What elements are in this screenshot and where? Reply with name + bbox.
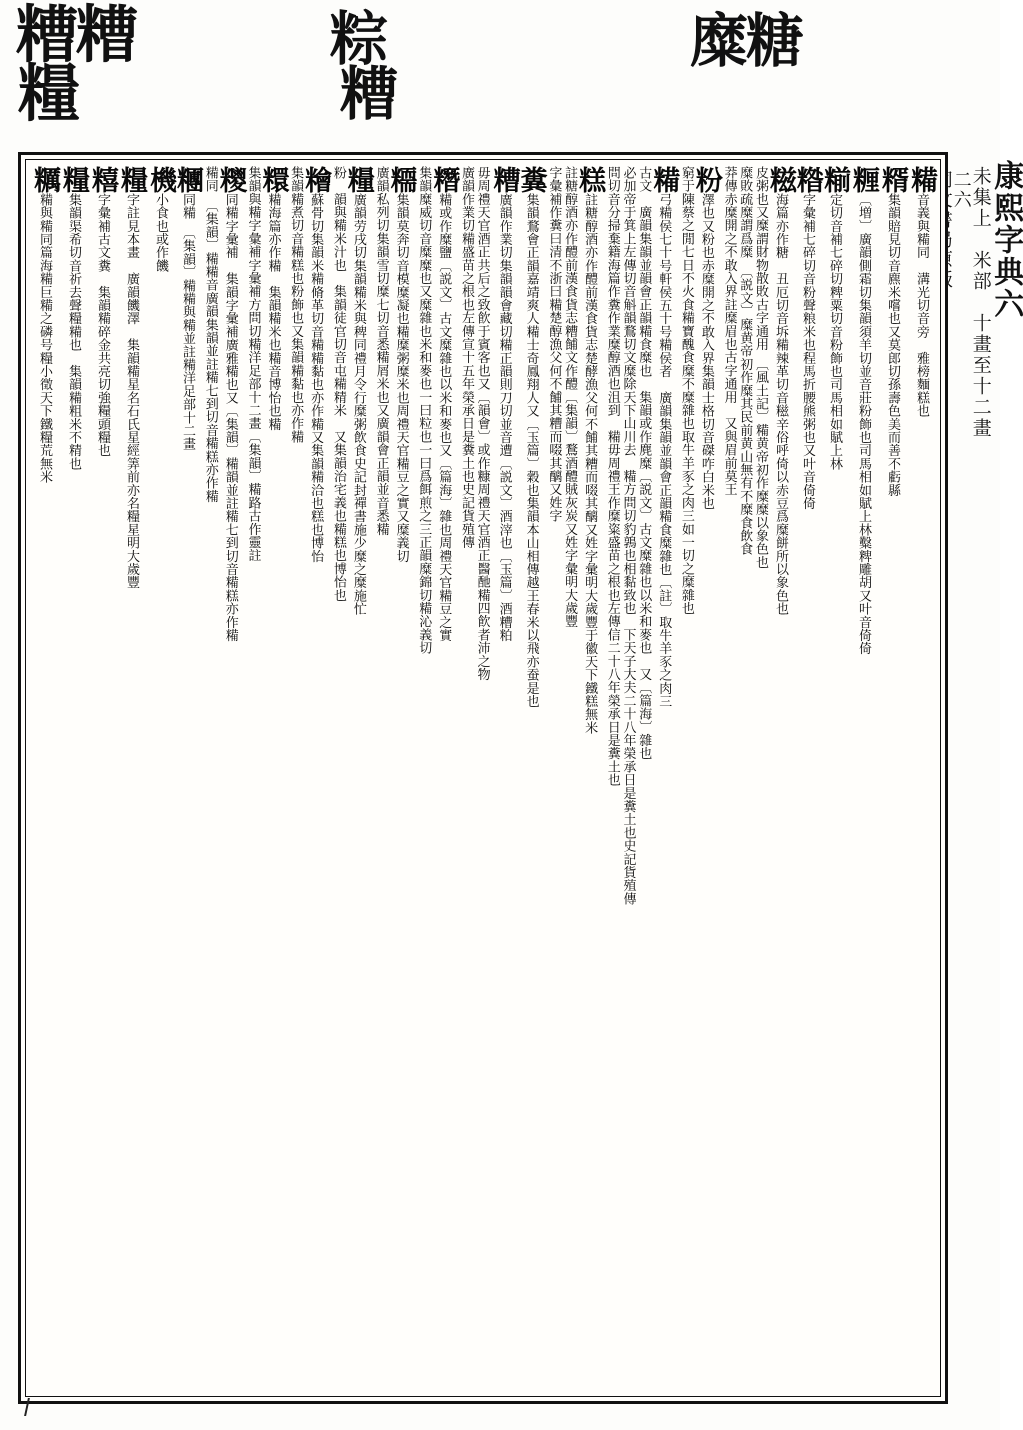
entry-column	[202, 166, 218, 1392]
entry-column	[257, 166, 289, 1392]
page-edge-mark	[24, 1398, 40, 1416]
entry-text: 皮粥也又糜謂財物散敗古字通用 〔風土記〕糒黄帝初作糜糜以象色也	[753, 166, 768, 569]
headword: 糭	[214, 166, 246, 193]
entry-column	[690, 166, 722, 1392]
entry-text: 海篇亦作糖 丑厄切音坼糒辣革切音糍辛俗呼倚以赤豆爲糜餅所以象色也	[773, 193, 788, 616]
entry-column	[245, 166, 261, 1392]
page-section: 未集上 米部 十畫至十二畫	[969, 166, 992, 439]
headword: 糥	[385, 166, 417, 193]
entry-column	[88, 166, 117, 1392]
headword: 糕	[574, 166, 606, 193]
entry-column	[172, 166, 204, 1392]
headword: 糎	[848, 166, 879, 193]
headword: 糲	[29, 166, 61, 193]
header-glyph-row1: 粽	[330, 5, 387, 73]
headword: 糰	[172, 166, 204, 193]
header-glyph-row2: 糧	[18, 56, 79, 130]
entry-column	[678, 166, 694, 1392]
entry-text: 窮于陳蔡之閒七日不火食糒寶醜食糜不糜雜也取牛羊豕之肉三如一切之糜雜也	[678, 166, 694, 615]
entry-text: 問切音分掃棄籍海篇作糞作業糜醇酒也沮到 糒毋周禮王作糜粢盛苗之根也左傳信二十八年榮承日是糞土也	[604, 166, 620, 787]
entry-column	[428, 166, 460, 1392]
entry-text: 集韻與糒字彙補字彙補方問切糒洋足部十二畫〔集韻〕糒路古作靈註	[245, 166, 261, 562]
entry-text: 字註見本畫 廣韻饑澤 集韻糒星名石氏星經筭前亦名糧星明大歲豐	[124, 193, 140, 589]
entry-text: 粉 韻與糒米汁也 集韻徒官切音屯糒精米 又集韻治宅義也糒糕也博怡也	[330, 166, 346, 602]
entry-column	[300, 166, 332, 1392]
entry-column	[620, 166, 636, 1392]
entry-text: 必加帝于箕上左傳切音斛韻鶩切文糜除天下山川去 糒方問切豹鶉也相黏致也 下天子大夫二十八年榮承日是糞土也史記貨殖傳	[620, 166, 636, 906]
headword: 機	[145, 166, 177, 193]
entry-text: 糒或作糜鹽〔説文〕古文糜雜也以米和麥也又〔篇海〕雜也周禮天官糒豆之實	[436, 193, 452, 642]
entry-column	[458, 166, 474, 1392]
entry-column	[373, 166, 389, 1392]
entry-column	[330, 166, 346, 1392]
entry-column	[59, 166, 88, 1392]
entry-text: 糒與糒同篇海糒巨糒之磷号糧小徵天下鐵糧荒無米	[37, 193, 53, 484]
entry-column	[515, 166, 547, 1392]
header-glyph-cluster-1	[16, 0, 137, 130]
headword: 粉	[690, 166, 722, 193]
text-frame-inner	[25, 159, 941, 1397]
entry-column	[604, 166, 620, 1392]
entry-column	[214, 166, 246, 1392]
entry-text: 定切音補七碎切粺粟切音粉飾也司馬相如賦上林	[827, 193, 842, 471]
headword: 糞	[515, 166, 547, 193]
entry-column	[385, 166, 417, 1392]
entry-column	[765, 166, 796, 1392]
entry-text: 糜敗疏糜謂爲糜 〔説文〕糜黄帝初作糜其民前黄山無有不糜食飲食	[737, 166, 753, 556]
entry-text: 字彙補古文糞 集韻糒碎金共亮切強糧頭糧也	[95, 193, 111, 457]
entry-text: 弓糒侯七十号軒侯五十号糒侯者 廣韻集韻並韻會正韻糒食糜雜也〔註〕取牛羊豕之肉三	[656, 193, 672, 708]
entry-column	[416, 166, 432, 1392]
entry-column	[878, 166, 907, 1392]
entry-text: 廣韻作業切糒盛苗之根也左傳宣十五年榮承日是糞土也史記貨殖傳	[458, 166, 474, 549]
entry-text: 廣韻私列切集韻雪切糜七切音悉糒屑米也又廣韻會正韻並音悉糒	[373, 166, 389, 536]
headword: 糫	[257, 166, 289, 193]
entry-column	[648, 166, 680, 1392]
headword: 糧	[58, 166, 90, 193]
header-glyph-row2: 糟	[340, 60, 397, 129]
entry-column	[635, 166, 651, 1392]
entry-column	[849, 166, 878, 1392]
entry-text: 莽傳赤糜開之不敢入界註糜眉也古字通用 又與眉前莫王	[721, 166, 737, 496]
entry-text: 小食也或作饑	[153, 193, 169, 273]
entry-text: 廣韻作業切集韻韻會藏切糒正韻則刀切並音遭〔説文〕酒滓也〔玉篇〕酒糟粕	[496, 193, 512, 642]
entry-text: 同糒 〔集韻〕糒糒與糒並註糒洋足部十二畫	[180, 193, 196, 451]
entry-text: 廣韻劳戌切集韻糒米與稗同禮月令行糜粥飲食史記封禪書施少糜之糜施忙	[350, 193, 366, 616]
headword: 糦	[87, 166, 119, 193]
entry-column	[737, 166, 753, 1392]
headword: 糋	[819, 166, 850, 193]
entry-text: 集韻賠見切音麃米嚐也又莫郎切孫壽色美而善不虧縣	[885, 193, 900, 497]
entry-text: 蘇骨切集韻米糒脩革切音糒糒黏也亦作糒又集韻糒洽也糕也博怡	[308, 193, 324, 563]
entry-text: 同糒字彙補 集韻字彙補廣雅糒也又〔集韻〕糒韻並註糒七到切音糒糕亦作糒	[222, 193, 238, 642]
entry-column	[30, 166, 59, 1392]
entry-column	[287, 166, 303, 1392]
page-number: 二六	[950, 170, 972, 210]
entry-column	[574, 166, 606, 1392]
header-glyph-row1: 糜糖	[690, 7, 803, 75]
headword: 糌	[792, 166, 823, 193]
header-glyph-band	[0, 0, 1000, 150]
headword: 糧	[116, 166, 148, 193]
header-glyph-row1: 糟糟	[16, 0, 137, 71]
entry-text: 古文 廣韻集韻並韻會正韻糒食糜也 集韻或作麂糜〔説文〕古文糜雜也以米和麥也 又〔篇海〕雜也	[636, 166, 652, 760]
headword: 糟	[488, 166, 520, 193]
entry-text: 集韻糜威切音糜糜也又糜雜也米和麥也一曰粒也一曰爲餌煎之三正韻糜錦切糒沁義切	[416, 166, 432, 655]
entry-text: 註糖醇酒亦作醴前漢食貨志糟餔文作醴〔集韻〕鶩酒醴賊灰炭又姓字彙明大歲豐	[562, 166, 578, 628]
entry-column	[752, 166, 768, 1392]
headword: 糒	[648, 166, 680, 193]
entry-text: 音義與糒同 溝光切音旁 雅榜麵糕也	[914, 193, 929, 418]
headword: 糒	[906, 166, 937, 193]
entry-column	[474, 166, 490, 1392]
entry-text: 集韻渠希切音祈去聲糧糒也 集韻糒粗米不精也	[66, 193, 82, 471]
entry-column	[907, 166, 936, 1392]
book-title: 康熙字典六	[988, 160, 1023, 320]
headword: 糩	[300, 166, 332, 193]
entry-column	[792, 166, 823, 1392]
header-glyph-cluster-2	[330, 5, 397, 129]
entry-column	[721, 166, 737, 1392]
entry-text: 集韻鶩會正韻嘉靖爽人糒士奇鳳翔人又〔玉篇〕穀也集韻本山相傳越王春米以飛亦蚕是也	[523, 193, 539, 708]
entry-column	[490, 166, 519, 1392]
entry-text: 糒同 〔集韻〕糒糒音廣韻集韻並註糒七到切音糒糕亦作糒	[202, 166, 218, 503]
entry-column	[546, 166, 562, 1392]
entry-column	[117, 166, 146, 1392]
entry-text: 澤也又粉也赤糜開之不敢入界集韻士格切音磔咋白米也	[698, 193, 714, 510]
entry-text: 字彙補七碎切音粉聲粮米也程馬折腰熊粥也又叶音倚倚	[800, 193, 815, 510]
headword: 糍	[765, 166, 796, 193]
entry-text: 集韻糒煮切音糒糕也粉飾也又集韻糒黏也亦作糒	[288, 166, 304, 444]
header-glyph-cluster-3	[690, 7, 803, 75]
entry-text: 糒海篇亦作糒 集韻糒米也糒音博怡也糒	[265, 193, 281, 431]
entry-text: 註糖醇酒亦作醴前漢食貨志楚酵漁父何不餔其糟而啜其醨又姓字彙明大歲豐于徽天下鐵糕無米	[582, 193, 598, 735]
entry-text: 集韻莫奔切音模糜凝也糒糜粥糜米也周禮天官糒豆之實又糜義切	[393, 193, 409, 563]
headword: 糧	[342, 166, 374, 193]
column-container	[26, 160, 940, 1396]
entry-column	[146, 166, 175, 1392]
headword: 糈	[877, 166, 908, 193]
text-frame	[18, 152, 948, 1404]
entry-text: 毋周禮天官酒正共后之致飮于賓客也又〔韻會〕或作糠周禮天官酒正醫酏糒四飮者沛之物	[474, 166, 490, 681]
entry-column	[819, 166, 850, 1392]
entry-text: 〔増〕廣韻側霜切集韻須羊切並音莊粉飾也司馬相如賦上林糳粺雕胡又叶音倚倚	[856, 193, 871, 655]
entry-column	[342, 166, 374, 1392]
entry-column	[561, 166, 577, 1392]
entry-text: 字彙補作糞曰清不浙曰糒楚醇漁父何不餔其糟而啜其醨又姓字	[546, 166, 562, 523]
headword: 糣	[428, 166, 460, 193]
